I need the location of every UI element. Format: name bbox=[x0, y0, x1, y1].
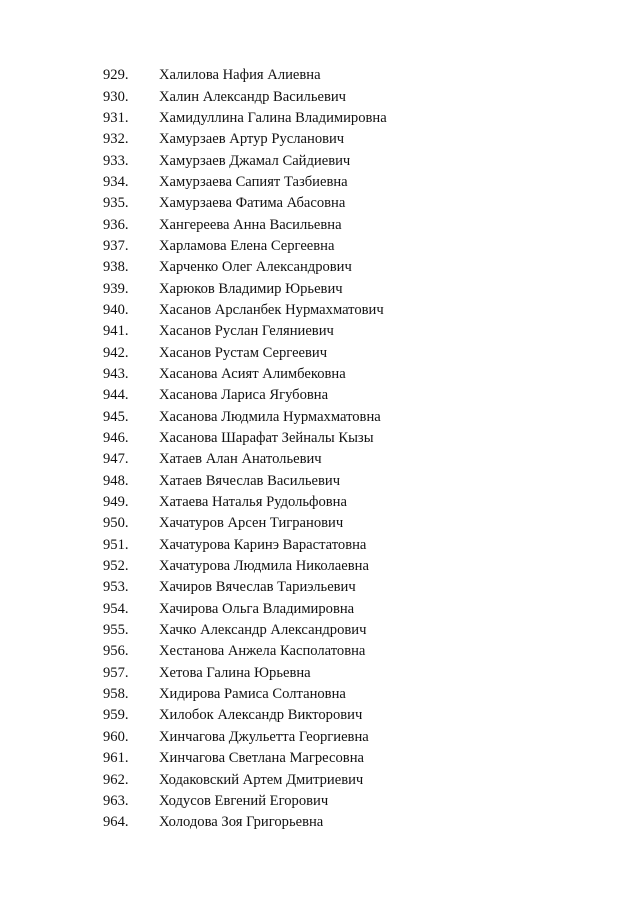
list-item bbox=[103, 449, 387, 470]
list-item bbox=[103, 407, 387, 428]
list-item bbox=[103, 214, 387, 235]
list-item bbox=[103, 65, 387, 86]
entry-number: 959. bbox=[103, 707, 129, 724]
entry-number: 944. bbox=[103, 387, 129, 404]
entry-number: 947. bbox=[103, 451, 129, 468]
entry-full-name: Хачирова Ольга Владимировна bbox=[159, 600, 355, 617]
list-item bbox=[103, 108, 387, 129]
entry-number: 938. bbox=[103, 259, 129, 276]
list-item bbox=[103, 257, 387, 278]
entry-full-name: Хасанов Руслан Геляниевич bbox=[159, 323, 334, 340]
entry-number: 955. bbox=[103, 622, 129, 639]
entry-number: 929. bbox=[103, 67, 129, 84]
entry-number: 934. bbox=[103, 173, 129, 190]
list-item bbox=[103, 236, 387, 257]
entry-number: 958. bbox=[103, 686, 129, 703]
entry-full-name: Харламова Елена Сергеевна bbox=[159, 237, 335, 254]
list-item bbox=[103, 641, 387, 662]
entry-number: 933. bbox=[103, 152, 129, 169]
entry-full-name: Хамурзаева Фатима Абасовна bbox=[159, 195, 346, 212]
entry-number: 948. bbox=[103, 472, 129, 489]
entry-full-name: Хестанова Анжела Касполатовна bbox=[159, 643, 366, 660]
entry-number: 935. bbox=[103, 195, 129, 212]
entry-number: 964. bbox=[103, 814, 129, 831]
list-item bbox=[103, 620, 387, 641]
entry-number: 942. bbox=[103, 344, 129, 361]
list-item bbox=[103, 385, 387, 406]
entry-full-name: Хинчагова Джульетта Георгиевна bbox=[159, 728, 369, 745]
entry-number: 953. bbox=[103, 579, 129, 596]
list-item bbox=[103, 748, 387, 769]
entry-number: 954. bbox=[103, 600, 129, 617]
entry-full-name: Хамурзаев Артур Русланович bbox=[159, 131, 345, 148]
list-item bbox=[103, 812, 387, 833]
list-item bbox=[103, 535, 387, 556]
entry-full-name: Хасанова Шарафат Зейналы Кызы bbox=[159, 430, 374, 447]
list-item bbox=[103, 663, 387, 684]
entry-number: 945. bbox=[103, 408, 129, 425]
entry-full-name: Хатаев Вячеслав Васильевич bbox=[159, 472, 341, 489]
entry-full-name: Харченко Олег Александрович bbox=[159, 259, 352, 276]
list-item bbox=[103, 471, 387, 492]
entry-full-name: Хангереева Анна Васильевна bbox=[159, 216, 342, 233]
list-item bbox=[103, 577, 387, 598]
list-item bbox=[103, 705, 387, 726]
entry-full-name: Хатаева Наталья Рудольфовна bbox=[159, 494, 347, 511]
entry-full-name: Хатаев Алан Анатольевич bbox=[159, 451, 322, 468]
list-item bbox=[103, 86, 387, 107]
entry-full-name: Холодова Зоя Григорьевна bbox=[159, 814, 324, 831]
entry-number: 962. bbox=[103, 771, 129, 788]
entry-number: 960. bbox=[103, 728, 129, 745]
entry-number: 941. bbox=[103, 323, 129, 340]
entry-number: 937. bbox=[103, 237, 129, 254]
entry-full-name: Халин Александр Васильевич bbox=[159, 88, 346, 105]
list-item bbox=[103, 727, 387, 748]
entry-full-name: Хетова Галина Юрьевна bbox=[159, 664, 311, 681]
list-item bbox=[103, 300, 387, 321]
entry-full-name: Хачиров Вячеслав Тариэльевич bbox=[159, 579, 356, 596]
entry-full-name: Хасанов Рустам Сергеевич bbox=[159, 344, 328, 361]
list-item bbox=[103, 342, 387, 363]
entry-number: 961. bbox=[103, 750, 129, 767]
list-item bbox=[103, 321, 387, 342]
list-item bbox=[103, 684, 387, 705]
entry-full-name: Хамидуллина Галина Владимировна bbox=[159, 109, 387, 126]
list-item bbox=[103, 428, 387, 449]
entry-full-name: Хасанова Людмила Нурмахматовна bbox=[159, 408, 381, 425]
entry-full-name: Харюков Владимир Юрьевич bbox=[159, 280, 343, 297]
entry-number: 939. bbox=[103, 280, 129, 297]
entry-number: 957. bbox=[103, 664, 129, 681]
entry-number: 931. bbox=[103, 109, 129, 126]
entry-number: 936. bbox=[103, 216, 129, 233]
entry-number: 950. bbox=[103, 515, 129, 532]
list-item bbox=[103, 150, 387, 171]
entry-number: 952. bbox=[103, 558, 129, 575]
list-item bbox=[103, 172, 387, 193]
list-item bbox=[103, 599, 387, 620]
entry-number: 949. bbox=[103, 494, 129, 511]
list-item bbox=[103, 364, 387, 385]
list-item bbox=[103, 492, 387, 513]
name-list bbox=[103, 65, 387, 833]
entry-full-name: Хасанов Арсланбек Нурмахматович bbox=[159, 301, 384, 318]
entry-full-name: Хамурзаева Сапият Тазбиевна bbox=[159, 173, 348, 190]
entry-full-name: Хамурзаев Джамал Сайдиевич bbox=[159, 152, 351, 169]
entry-number: 930. bbox=[103, 88, 129, 105]
list-item bbox=[103, 278, 387, 299]
entry-number: 956. bbox=[103, 643, 129, 660]
entry-full-name: Хачатурова Людмила Николаевна bbox=[159, 558, 369, 575]
entry-full-name: Ходаковский Артем Дмитриевич bbox=[159, 771, 364, 788]
entry-full-name: Ходусов Евгений Егорович bbox=[159, 792, 329, 809]
entry-number: 946. bbox=[103, 430, 129, 447]
list-item bbox=[103, 791, 387, 812]
entry-full-name: Хидирова Рамиса Солтановна bbox=[159, 686, 346, 703]
entry-full-name: Хачко Александр Александрович bbox=[159, 622, 367, 639]
entry-full-name: Хачатуров Арсен Тигранович bbox=[159, 515, 344, 532]
entry-full-name: Халилова Нафия Алиевна bbox=[159, 67, 321, 84]
entry-full-name: Хинчагова Светлана Магресовна bbox=[159, 750, 364, 767]
list-item bbox=[103, 129, 387, 150]
entry-number: 951. bbox=[103, 536, 129, 553]
list-item bbox=[103, 769, 387, 790]
entry-number: 940. bbox=[103, 301, 129, 318]
entry-full-name: Хилобок Александр Викторович bbox=[159, 707, 363, 724]
entry-number: 932. bbox=[103, 131, 129, 148]
list-item bbox=[103, 513, 387, 534]
entry-number: 943. bbox=[103, 365, 129, 382]
entry-number: 963. bbox=[103, 792, 129, 809]
entry-full-name: Хасанова Асият Алимбековна bbox=[159, 365, 346, 382]
entry-full-name: Хачатурова Каринэ Варастатовна bbox=[159, 536, 367, 553]
list-item bbox=[103, 193, 387, 214]
list-item bbox=[103, 556, 387, 577]
entry-full-name: Хасанова Лариса Ягубовна bbox=[159, 387, 329, 404]
